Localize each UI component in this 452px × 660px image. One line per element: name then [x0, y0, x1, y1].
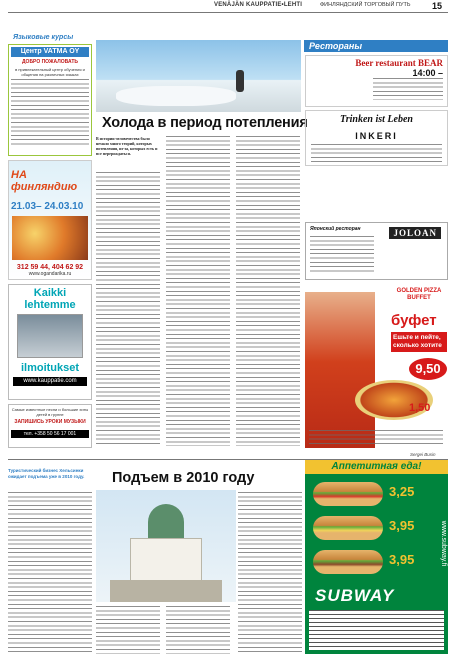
subway-price-1: 3,25 — [389, 484, 415, 499]
music-title: ЗАПИШИСЬ УРОКИ МУЗЫКИ — [14, 419, 86, 425]
vatma-text: в привлекательный центр обучения и общения на различных языках — [15, 67, 85, 77]
article-title: Холода в период потепления — [102, 115, 308, 131]
finland-site[interactable]: www.ogandarika.ru — [28, 271, 72, 277]
header-left: VENÄJÄN KAUPPATIE•LEHTI — [214, 2, 303, 8]
bottom-title: Подъем в 2010 году — [112, 470, 255, 486]
photo-caption: Sergei Busin — [410, 452, 436, 457]
bottom-col-4 — [238, 492, 302, 654]
pizza-brand: GOLDEN PIZZA BUFFET — [396, 288, 442, 301]
trinken-title: Trinken ist Leben — [340, 114, 413, 125]
cathedral-body — [130, 538, 202, 582]
subway-url[interactable]: www.subway.fi — [439, 520, 447, 567]
finland-title: НА финляндию — [11, 169, 78, 193]
article-col-1 — [96, 172, 160, 446]
kaikki-sub: ilmoitukset — [20, 362, 80, 374]
japan-title: Японский ресторан — [310, 226, 361, 232]
ice-floe — [116, 86, 236, 106]
vatma-title: Центр VATMA OY — [11, 47, 89, 57]
finland-dates: 21.03– 24.03.10 — [11, 201, 84, 212]
header-right: ФИНЛЯНДСКИЙ ТОРГОВЫЙ ПУТЬ — [320, 2, 411, 8]
article-photo — [96, 40, 301, 112]
buffet-photo-woman — [305, 292, 375, 448]
bear-text — [373, 78, 443, 100]
ad-subway[interactable] — [305, 460, 448, 654]
ad-music[interactable] — [8, 404, 92, 448]
japan-logo: JOLOAN — [389, 227, 441, 239]
subway-locations — [309, 610, 444, 650]
kaikki-title: Kaikki lehtemme — [24, 287, 76, 311]
bottom-kicker: Туристический бизнес Хельсинки ожидает подъема уже в 2010 году. — [8, 468, 85, 479]
article-lead: В истории человечества было немало много теорий, которых потепления, из-за, которых есть и все перерождаться. — [96, 136, 158, 156]
japan-text — [310, 236, 374, 274]
vatma-text-lines — [11, 79, 89, 147]
page-header — [0, 0, 452, 12]
ad-golden-pizza-buffet[interactable] — [305, 284, 448, 450]
ad-bear-restaurant[interactable] — [305, 55, 448, 107]
bottom-photo — [96, 490, 236, 602]
finland-image — [12, 216, 88, 260]
bear-title: Beer restaurant BEAR — [355, 58, 443, 68]
pizza-image — [355, 380, 433, 420]
ad-finland-tour[interactable] — [8, 160, 92, 280]
ad-vatma[interactable] — [8, 44, 92, 156]
subway-brand: SUBWAY — [315, 586, 395, 605]
finland-phone: 312 59 44, 404 62 92 — [16, 264, 84, 271]
inkeri-text — [311, 144, 442, 162]
bottom-col-2 — [96, 606, 160, 654]
price-big: 9,50 — [409, 358, 447, 380]
bear-hours: 14:00 – — [412, 68, 443, 78]
cathedral-steps — [110, 580, 222, 602]
sandwich-image-2 — [313, 516, 383, 540]
subway-title: Аппетитная еда! — [305, 460, 448, 474]
bottom-col-3 — [166, 606, 230, 654]
section-restaurants: Рестораны — [304, 40, 448, 52]
bottom-col-1 — [8, 492, 92, 654]
subway-price-2: 3,95 — [389, 518, 415, 533]
music-text: Самые известные песни и большие хиты детей в группе — [11, 407, 89, 417]
cathedral-dome — [148, 504, 184, 540]
ad-kaikki[interactable] — [8, 284, 92, 400]
header-rule — [8, 12, 448, 13]
ad-inkeri[interactable] — [305, 110, 448, 166]
person-silhouette — [236, 70, 244, 92]
subway-price-3: 3,95 — [389, 552, 415, 567]
vatma-subtitle: ДОБРО ПОЖАЛОВАТЬ — [22, 59, 78, 65]
ad-japanese-restaurant[interactable] — [305, 222, 448, 280]
kaikki-url[interactable]: www.kauppatie.com — [13, 377, 87, 386]
sandwich-image-1 — [313, 482, 383, 506]
price-small: 1,50 — [409, 402, 431, 414]
article-col-3 — [236, 136, 300, 446]
kaikki-image — [17, 314, 83, 358]
buffet-text: Ешьте и пейте, сколько хотите — [391, 332, 447, 352]
buffet-fineprint — [309, 430, 443, 444]
section-language-courses: Языковые курсы — [13, 34, 74, 41]
page-number: 15 — [432, 1, 443, 11]
inkeri-title: INKERI — [355, 131, 398, 141]
music-phone: тел. +358 50 56 17 001 — [11, 430, 89, 438]
sandwich-image-3 — [313, 550, 383, 574]
article-col-2 — [166, 136, 230, 446]
buffet-title: буфет — [391, 312, 437, 329]
